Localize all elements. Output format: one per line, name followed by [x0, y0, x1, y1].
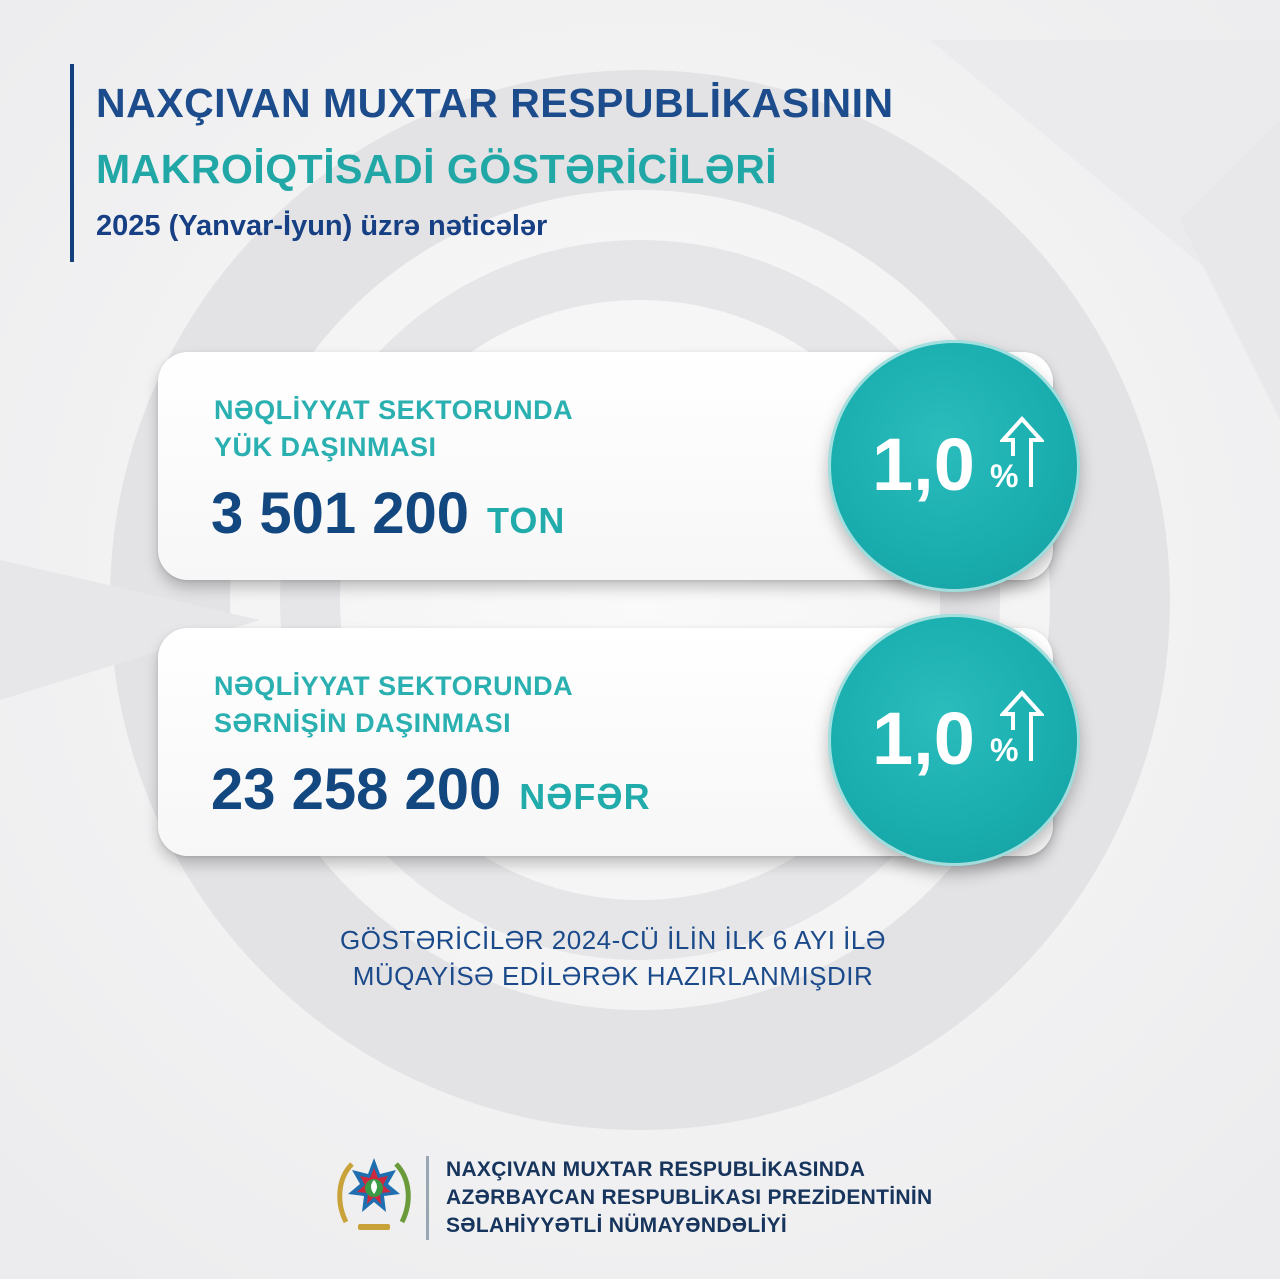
card-value-number: 3 501 200: [211, 481, 470, 546]
page-subtitle: 2025 (Yanvar-İyun) üzrə nəticələr: [96, 210, 548, 242]
growth-percent-sign: %: [990, 458, 1019, 494]
header-accent-bar: [70, 64, 74, 262]
card-label-line2: SƏRNİŞİN DAŞINMASI: [214, 708, 512, 738]
card-value-unit: NƏFƏR: [519, 776, 651, 817]
card-value-unit: TON: [487, 500, 566, 541]
growth-badge: [828, 614, 1080, 866]
card-value: [211, 756, 651, 823]
growth-value: 1,0: [872, 697, 975, 780]
footer-org-line3: SƏLAHİYYƏTLİ NÜMAYƏNDƏLİYİ: [446, 1214, 788, 1237]
card-label-line2: YÜK DAŞINMASI: [214, 432, 437, 462]
page-title-secondary: MAKROİQTİSADİ GÖSTƏRİCİLƏRİ: [96, 146, 778, 192]
card-label-line1: NƏQLİYYAT SEKTORUNDA: [214, 395, 574, 425]
card-label-line1: NƏQLİYYAT SEKTORUNDA: [214, 671, 574, 701]
state-emblem-icon: [334, 1152, 414, 1236]
footer-org-line2: AZƏRBAYCAN RESPUBLİKASI PREZİDENTİNİN: [446, 1186, 933, 1209]
page-title: NAXÇIVAN MUXTAR RESPUBLİKASININ: [96, 80, 894, 126]
growth-badge: [828, 340, 1080, 592]
growth-value: 1,0: [872, 423, 975, 506]
arrow-up-icon: [1000, 416, 1044, 488]
footnote-line1: GÖSTƏRİCİLƏR 2024-CÜ İLİN İLK 6 AYI İLƏ: [340, 925, 886, 955]
footer-divider: [426, 1156, 429, 1240]
card-value: [211, 480, 565, 547]
footnote-line2: MÜQAYİSƏ EDİLƏRƏK HAZIRLANMIŞDIR: [352, 961, 874, 991]
card-value-number: 23 258 200: [211, 757, 502, 822]
arrow-up-icon: [1000, 690, 1044, 762]
footer-org-line1: NAXÇIVAN MUXTAR RESPUBLİKASINDA: [446, 1158, 866, 1181]
growth-percent-sign: %: [990, 732, 1019, 768]
